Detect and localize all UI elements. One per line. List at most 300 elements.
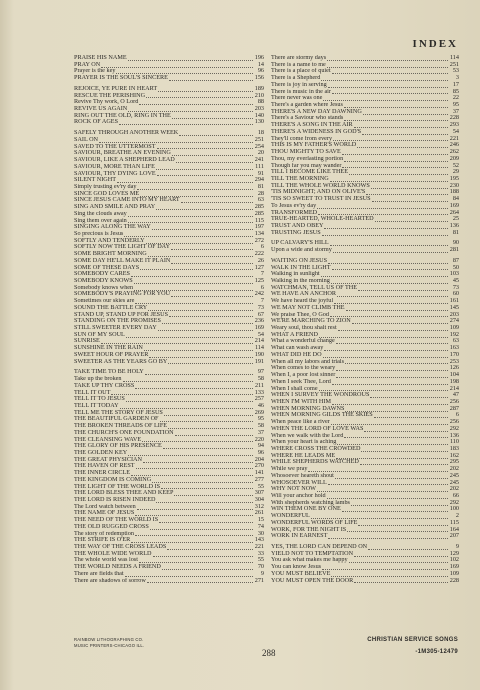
index-entry — [74, 68, 264, 75]
hymn-number: 94 — [257, 443, 264, 450]
hymn-title: Sing the clouds away — [74, 210, 127, 217]
dot-leader — [126, 397, 253, 402]
index-entry — [271, 240, 459, 247]
hymn-number: 84 — [452, 196, 459, 203]
hymn-title: THE WORLD NEEDS A FRIEND — [74, 564, 161, 571]
dot-leader — [336, 454, 448, 459]
hymn-number: 264 — [449, 209, 459, 216]
index-entry — [74, 251, 264, 258]
index-entry — [271, 399, 459, 406]
index-entry — [271, 149, 459, 156]
dot-leader — [99, 138, 253, 143]
hymn-title: WE'RE MARCHING TO ZION — [271, 318, 351, 325]
index-entry — [74, 278, 264, 285]
hymn-number: 188 — [449, 189, 459, 196]
index-entry — [271, 68, 459, 75]
hymn-number: 53 — [452, 68, 459, 75]
dot-leader — [123, 377, 253, 382]
index-entry — [271, 325, 459, 332]
book-info — [367, 634, 458, 658]
hymn-number: 110 — [449, 439, 459, 446]
dot-leader — [146, 239, 253, 244]
hymn-title: THERE'S A NEW DAY DAWNING — [271, 108, 362, 115]
hymn-title: THE OLD RUGGED CROSS — [74, 523, 149, 530]
dot-leader — [321, 272, 448, 277]
hymn-number: 95 — [452, 102, 459, 109]
hymn-number: 7 — [260, 298, 264, 305]
hymn-title: When all my labors and trials — [271, 358, 345, 365]
hymn-number: 58 — [257, 376, 264, 383]
index-entry — [74, 291, 264, 298]
index-entry — [271, 62, 459, 69]
book-title: CHRISTIAN SERVICE SONGS — [367, 637, 458, 643]
hymn-number: 254 — [254, 143, 264, 150]
index-entry — [74, 137, 264, 144]
dot-leader — [160, 417, 253, 422]
hymn-number: 28 — [257, 190, 264, 197]
hymn-number: 46 — [257, 402, 264, 409]
dot-leader — [128, 451, 253, 456]
dot-leader — [319, 333, 448, 338]
dot-leader — [344, 157, 448, 162]
hymn-number: 14 — [257, 61, 264, 68]
index-entry — [271, 230, 459, 237]
hymn-number: 60 — [452, 291, 459, 298]
index-entry — [74, 484, 264, 491]
hymn-title: When we walk with the Lord — [271, 432, 344, 439]
hymn-number: 127 — [254, 264, 264, 271]
dot-leader — [321, 76, 448, 81]
dot-leader — [332, 380, 448, 385]
dot-leader — [124, 232, 253, 237]
hymn-number: 202 — [449, 466, 459, 473]
hymn-number: 17 — [452, 81, 459, 88]
dot-leader — [171, 245, 253, 250]
dot-leader — [171, 259, 253, 264]
dot-leader — [368, 545, 448, 550]
hymn-number: 190 — [254, 351, 264, 358]
index-entry — [271, 265, 459, 272]
index-entry — [271, 459, 459, 466]
hymn-number: 241 — [254, 157, 264, 164]
hymn-title: YES, THE LORD CAN DEPEND ON — [271, 544, 368, 551]
hymn-number: 6 — [260, 244, 264, 251]
dot-leader — [167, 545, 253, 550]
hymn-number: 52 — [452, 162, 459, 169]
hymn-number: 285 — [254, 210, 264, 217]
dot-leader — [136, 464, 253, 469]
index-entry — [271, 332, 459, 339]
dot-leader — [157, 171, 253, 176]
hymn-number: 87 — [452, 257, 459, 264]
dot-leader — [152, 478, 253, 483]
dot-leader — [168, 359, 253, 364]
hymn-number: 129 — [449, 550, 459, 557]
dot-leader — [362, 130, 448, 135]
hymn-number: 210 — [254, 92, 264, 99]
index-entry — [74, 75, 264, 82]
hymn-title: WHERE CROSS THE CROWDED — [271, 445, 361, 452]
hymn-title: There's a Saviour who stands — [271, 115, 344, 122]
dot-leader — [131, 538, 253, 543]
hymn-number: 197 — [254, 224, 264, 231]
dot-leader — [156, 165, 253, 170]
hymn-title: While we pray — [271, 466, 308, 473]
hymn-title: PRAY ON — [74, 61, 101, 68]
index-entry — [74, 93, 264, 100]
hymn-title: THE WHOLE WIDE WORLD — [74, 550, 152, 557]
dot-leader — [351, 501, 448, 506]
dot-leader — [148, 306, 253, 311]
hymn-number: 45 — [452, 278, 459, 284]
dot-leader — [125, 572, 253, 577]
hymn-title: THE LORD IS RISEN INDEED — [74, 497, 156, 503]
index-entry — [74, 437, 264, 444]
hymn-number: 25 — [452, 216, 459, 223]
hymn-title: STILL SWEETER EVERY DAY — [74, 325, 157, 332]
hymn-number: 274 — [449, 318, 459, 325]
hymn-title: Sometimes our skies are — [74, 298, 135, 305]
hymn-title: SWEETER AS THE YEARS GO BY — [74, 358, 168, 365]
hymn-number: 26 — [257, 257, 264, 264]
dot-leader — [161, 484, 253, 489]
hymn-title: WIN THEM ONE BY ONE — [271, 506, 341, 513]
dot-leader — [344, 433, 448, 438]
dot-leader — [337, 292, 448, 297]
hymn-title: Thou, my everlasting portion — [271, 155, 344, 162]
hymn-title: TELL IT TODAY — [74, 402, 119, 409]
hymn-title: SINCE GOD LOVES ME — [74, 190, 140, 197]
hymn-title: PRAISE HIS NAME — [74, 55, 127, 61]
dot-leader — [347, 527, 448, 532]
hymn-title: They'll come from every — [271, 135, 333, 142]
index-entry — [74, 345, 264, 352]
hymn-title: WATCHMAN, TELL US OF THE — [271, 284, 357, 291]
hymn-number: 203 — [449, 311, 459, 318]
index-entry — [271, 338, 459, 345]
hymn-title: WHY NOT NOW — [271, 486, 317, 493]
dot-leader — [152, 225, 253, 230]
index-entry — [74, 144, 264, 151]
hymn-number: 58 — [257, 423, 264, 430]
hymn-title: There is joy in serving — [271, 81, 327, 88]
hymn-number: 63 — [257, 197, 264, 204]
index-entry — [271, 312, 459, 319]
hymn-title: When I, a poor lost sinner — [271, 372, 336, 379]
hymn-number: 191 — [254, 358, 264, 365]
hymn-title: THE KINGDOM IS COMING — [74, 476, 152, 483]
hymn-number: 136 — [449, 432, 459, 439]
hymn-title: Sing them over again — [74, 217, 127, 224]
dot-leader — [345, 359, 448, 364]
hymn-title: SUNSHINE IN THE RAIN — [74, 345, 143, 352]
hymn-number: 285 — [254, 204, 264, 211]
hymn-title: SOME BRIGHT MORNING — [74, 251, 147, 258]
index-entry — [74, 99, 264, 106]
hymn-title: TELL IT OUT — [74, 389, 111, 396]
index-entry — [74, 62, 264, 69]
index-entry — [271, 386, 459, 393]
hymn-number: 88 — [257, 99, 264, 106]
dot-leader — [143, 458, 253, 463]
dot-leader — [137, 505, 253, 510]
index-entry — [271, 359, 459, 366]
index-entry — [74, 390, 264, 397]
index-entry — [74, 443, 264, 450]
index-entry — [74, 130, 264, 137]
hymn-number: 281 — [449, 247, 459, 254]
index-entry — [74, 403, 264, 410]
dot-leader — [116, 69, 253, 74]
hymn-title: TILL THE MORNING — [271, 175, 329, 182]
hymn-number: 256 — [449, 398, 459, 405]
dot-leader — [349, 170, 448, 175]
hymn-title: When I shall come — [271, 385, 318, 392]
dot-leader — [370, 393, 448, 398]
dot-leader — [179, 131, 253, 136]
index-entry — [74, 164, 264, 171]
hymn-title: Walking in sunlight — [271, 271, 320, 278]
dot-leader — [158, 326, 253, 331]
index-entry — [271, 109, 459, 116]
index-entry — [74, 517, 264, 524]
hymn-number: 312 — [254, 503, 264, 510]
index-entry — [74, 463, 264, 470]
dot-leader — [331, 420, 448, 425]
hymn-title: When I seek Thee, Lord — [271, 378, 331, 385]
index-entry — [74, 571, 264, 578]
hymn-title: TILL THE WHOLE WORLD KNOWS — [271, 182, 370, 189]
hymn-title: SUNRISE — [74, 338, 100, 345]
hymn-number: 294 — [254, 177, 264, 184]
index-entry — [271, 298, 459, 305]
index-entry — [74, 477, 264, 484]
hymn-number: 169 — [449, 202, 459, 209]
printer-line-2: MUSIC PRINTERS-CHICAGO ILL. — [74, 643, 145, 648]
dot-leader — [119, 120, 253, 125]
hymn-title: SOFTLY NOW THE LIGHT OF DAY — [74, 244, 171, 251]
hymn-title: THE CHURCH'S ONE FOUNDATION — [74, 429, 174, 436]
hymn-number: 6 — [455, 412, 459, 419]
hymn-title: REVIVE US AGAIN — [74, 106, 128, 113]
hymn-title: THE GOLDEN KEY — [74, 449, 128, 456]
hymn-number: 236 — [254, 318, 264, 325]
index-entry — [74, 457, 264, 464]
dot-leader — [332, 400, 448, 405]
hymn-title: TRUSTING JESUS — [271, 229, 321, 236]
hymn-number: 104 — [449, 372, 459, 379]
dot-leader — [156, 498, 253, 503]
dot-leader — [131, 471, 253, 476]
hymn-title: The whole world was lost — [74, 557, 138, 564]
dot-leader — [311, 514, 448, 519]
hymn-title: To Jesus ev'ry day — [271, 202, 317, 209]
index-entry — [271, 278, 459, 285]
hymn-title: SAIL ON — [74, 136, 99, 143]
dot-leader — [164, 411, 253, 416]
index-entry — [74, 238, 264, 245]
index-entry — [271, 258, 459, 265]
index-entry — [271, 527, 459, 534]
index-entry — [271, 406, 459, 413]
index-entry — [271, 305, 459, 312]
hymn-number: 242 — [254, 291, 264, 298]
hymn-title: Upon a wide and stormy — [271, 247, 332, 254]
index-entry — [271, 102, 459, 109]
index-column-left — [74, 55, 264, 584]
dot-leader — [168, 424, 253, 429]
index-entry — [74, 119, 264, 126]
hymn-number: 63 — [452, 338, 459, 345]
index-entry — [271, 500, 459, 507]
hymn-title: Revive Thy work, O Lord — [74, 99, 139, 106]
hymn-title: WHEN I SURVEY THE WONDROUS — [271, 392, 370, 399]
index-entry — [271, 176, 459, 183]
hymn-number: 91 — [257, 170, 264, 177]
hymn-number: 130 — [254, 119, 264, 126]
hymn-title: THE WAY OF THE CROSS LEADS — [74, 544, 167, 551]
dot-leader — [322, 231, 448, 236]
hymn-number: 209 — [449, 155, 459, 162]
hymn-title: TRUST AND OBEY — [271, 222, 324, 229]
hymn-number: 90 — [452, 240, 459, 247]
dot-leader — [149, 353, 253, 358]
dot-leader — [171, 292, 253, 297]
index-entry — [271, 412, 459, 419]
hymn-number: 196 — [254, 55, 264, 61]
index-entry — [74, 184, 264, 191]
hymn-number: 211 — [254, 382, 264, 389]
hymn-title: There's a garden where Jesus — [271, 102, 343, 109]
index-entry — [74, 531, 264, 538]
dot-leader — [330, 312, 448, 317]
dot-leader — [327, 63, 448, 68]
index-entry — [74, 305, 264, 312]
hymn-number: 251 — [449, 61, 459, 68]
dot-leader — [352, 319, 448, 324]
dot-leader — [332, 265, 448, 270]
dot-leader — [120, 404, 253, 409]
hymn-number: 74 — [257, 523, 264, 530]
hymn-number: 47 — [452, 392, 459, 399]
dot-leader — [336, 373, 448, 378]
hymn-title: When your heart is aching — [271, 439, 337, 446]
hymn-title: TRANSFORMED — [271, 209, 318, 216]
index-entry — [271, 345, 459, 352]
hymn-title: The story of redemption — [74, 530, 134, 537]
hymn-number: 183 — [449, 445, 459, 452]
hymn-title: WE HAVE AN ANCHOR — [271, 291, 337, 298]
index-entry — [74, 490, 264, 497]
index-entry — [74, 106, 264, 113]
index-entry — [74, 204, 264, 211]
hymn-title: SILENT NIGHT — [74, 177, 116, 184]
hymn-number: 221 — [449, 135, 459, 142]
index-entry — [271, 578, 459, 585]
hymn-title: SOFTLY AND TENDERLY — [74, 237, 145, 244]
hymn-number: 169 — [254, 325, 264, 332]
hymn-number: 292 — [449, 425, 459, 432]
hymn-number: 126 — [449, 365, 459, 372]
hymn-number: 33 — [257, 550, 264, 557]
dot-leader — [159, 518, 253, 523]
dot-leader — [137, 185, 253, 190]
dot-leader — [328, 259, 448, 264]
dot-leader — [319, 386, 448, 391]
hymn-number: 95 — [257, 416, 264, 423]
hymn-number: 156 — [254, 75, 264, 82]
dot-leader — [128, 56, 253, 61]
hymn-title: PRAYER IS THE SOUL'S SINCERE — [74, 75, 168, 82]
index-entry — [271, 210, 459, 217]
hymn-title: YIELD NOT TO TEMPTATION — [271, 550, 354, 557]
index-entry — [74, 423, 264, 430]
index-entry — [271, 419, 459, 426]
hymn-title: When comes to the weary — [271, 365, 336, 372]
dot-leader — [337, 440, 448, 445]
dot-leader — [128, 107, 253, 112]
hymn-number: 204 — [254, 456, 264, 463]
hymn-title: 'TIS SO SWEET TO TRUST IN JESUS — [271, 196, 371, 203]
index-entry — [271, 183, 459, 190]
dot-leader — [117, 178, 253, 183]
dot-leader — [135, 299, 253, 304]
index-entry — [271, 506, 459, 513]
dot-leader — [328, 534, 448, 539]
hymn-title: There never was one — [271, 95, 323, 102]
hymn-title: UP CALVARY'S HILL — [271, 240, 329, 247]
dot-leader — [126, 333, 253, 338]
index-entry — [271, 196, 459, 203]
dot-leader — [354, 578, 448, 583]
hymn-number: 133 — [254, 389, 264, 396]
dot-leader — [363, 110, 448, 115]
dot-leader — [345, 407, 448, 412]
index-entry — [271, 520, 459, 527]
dot-leader — [308, 467, 448, 472]
hymn-title: THE LORD BLESS THEE AND KEEP — [74, 490, 174, 497]
dot-leader — [336, 339, 448, 344]
index-entry — [74, 265, 264, 272]
hymn-title: WE MAY NOT CLIMB THE — [271, 304, 345, 311]
index-entry — [74, 191, 264, 198]
hymn-title: WHEN I'M WITH HIM — [271, 398, 331, 405]
hymn-number: 109 — [449, 325, 459, 332]
hymn-number: 140 — [254, 112, 264, 119]
dot-leader — [323, 96, 448, 101]
hymn-title: Though far you may wander — [271, 162, 342, 169]
hymn-number: 271 — [254, 577, 264, 584]
hymn-number: 141 — [254, 470, 264, 477]
dot-leader — [364, 427, 448, 432]
index-entry — [74, 470, 264, 477]
index-entry — [271, 136, 459, 143]
dot-leader — [101, 63, 253, 68]
hymn-number: 277 — [254, 476, 264, 483]
index-entry — [271, 82, 459, 89]
hymn-number: 230 — [449, 182, 459, 189]
hymn-title: TELL IT TO JESUS — [74, 396, 125, 403]
dot-leader — [147, 578, 253, 583]
index-entry — [74, 244, 264, 251]
hymn-title: There are shadows of sorrow — [74, 577, 146, 584]
index-heading: INDEX — [412, 38, 458, 50]
dot-leader — [131, 272, 253, 277]
hymn-number: 109 — [449, 570, 459, 577]
dot-leader — [175, 431, 253, 436]
index-entry — [74, 271, 264, 278]
hymn-number: 256 — [449, 419, 459, 426]
